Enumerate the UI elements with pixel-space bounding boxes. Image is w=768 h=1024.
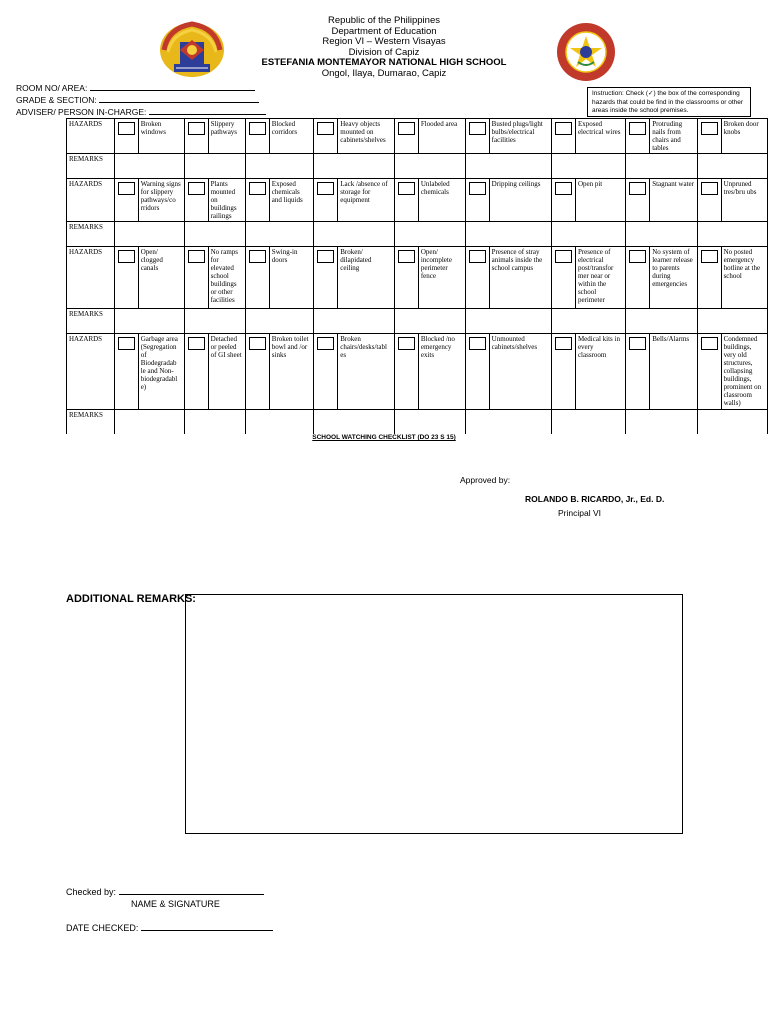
hazard-checkbox[interactable] [118,337,135,350]
hazard-checkbox-cell [551,179,575,222]
adviser-label: ADVISER/ PERSON IN-CHARGE: [16,107,147,117]
hazard-item-label: Protruding nails from chairs and tables [650,119,697,154]
hazard-checkbox[interactable] [317,182,334,195]
hazard-checkbox-cell [184,334,208,410]
remarks-cell[interactable] [245,309,313,334]
remarks-label: REMARKS [67,222,115,247]
approved-by-label: Approved by: [460,475,511,485]
remarks-cell[interactable] [465,309,551,334]
hazard-checkbox-cell [626,179,650,222]
hazard-checkbox-cell [184,179,208,222]
grade-section-label: GRADE & SECTION: [16,95,97,105]
hazard-item-label: Garbage area (Segregation of Biodegradab le and Non-biodegradabl e) [138,334,184,410]
remarks-cell[interactable] [626,309,697,334]
hazard-item-label: Lack /absence of storage for equipment [338,179,395,222]
remarks-cell[interactable] [697,154,767,179]
hazard-item-label: Dripping ceilings [489,179,551,222]
hazard-checkbox[interactable] [555,122,572,135]
hazard-checkbox[interactable] [188,182,205,195]
remarks-cell[interactable] [114,222,184,247]
remarks-cell[interactable] [465,154,551,179]
hazard-checkbox-cell [394,247,418,309]
hazard-item-label: Slippery pathways [208,119,245,154]
hazard-checkbox[interactable] [629,337,646,350]
hazard-checkbox[interactable] [317,337,334,350]
hazard-checkbox[interactable] [701,182,718,195]
hazard-checkbox[interactable] [469,182,486,195]
remarks-row [67,410,768,435]
hazard-checkbox-cell [245,119,269,154]
checklist-caption: SCHOOL WATCHING CHECKLIST (DO 23 S 15) [312,434,456,441]
header-line-2: Department of Education [331,25,437,37]
hazard-item-label: Busted plugs/light bulbs/electrical facilities [489,119,551,154]
hazard-checkbox-cell [394,119,418,154]
hazard-checkbox-cell [314,119,338,154]
hazard-checkbox-cell [245,334,269,410]
hazard-item-label: Plants mounted on buildings railings [208,179,245,222]
hazard-item-label: Detached or peeled of GI sheet [208,334,245,410]
hazard-item-label: Heavy objects mounted on cabinets/shelves [338,119,395,154]
hazard-checkbox-cell [314,179,338,222]
school-address: Ongol, Ilaya, Dumarao, Capiz [321,67,447,79]
remarks-row [67,154,768,179]
hazard-item-label: Presence of electrical post/transfor mer near or within the school perimeter [575,247,625,309]
hazard-item-label: Unlabeled chemicals [418,179,465,222]
hazard-item-label: Flooded area [418,119,465,154]
room-area-label: ROOM NO/ AREA: [16,83,88,93]
hazard-checkbox[interactable] [629,182,646,195]
hazard-item-label: Broken/ dilapidated ceiling [338,247,395,309]
hazards-label: HAZARDS [67,334,115,410]
hazard-checkbox-cell [551,247,575,309]
remarks-cell[interactable] [626,222,697,247]
remarks-cell[interactable] [551,410,625,435]
remarks-row [67,222,768,247]
hazard-item-label: Condemned buildings, very old structures, collapsing buildings, prominent on classroom walls) [721,334,767,410]
hazard-checkbox-cell [465,247,489,309]
remarks-cell[interactable] [465,222,551,247]
hazard-checkbox[interactable] [701,250,718,263]
hazard-checkbox[interactable] [249,337,266,350]
hazard-item-label: No ramps for elevated school buildings or other facilities [208,247,245,309]
date-checked-field[interactable] [66,922,273,933]
checklist-table [66,118,768,434]
remarks-cell[interactable] [626,154,697,179]
remarks-cell[interactable] [551,154,625,179]
hazard-checkbox-cell [626,119,650,154]
hazard-item-label: Unmounted cabinets/shelves [489,334,551,410]
grade-section-line[interactable] [99,94,259,103]
hazard-checkbox-cell [465,179,489,222]
remarks-cell[interactable] [114,154,184,179]
hazard-checkbox[interactable] [701,122,718,135]
remarks-cell[interactable] [245,222,313,247]
remarks-cell[interactable] [697,410,767,435]
hazard-checkbox[interactable] [249,182,266,195]
additional-remarks-label: ADDITIONAL REMARKS: [66,593,196,605]
hazard-checkbox-cell [697,334,721,410]
hazard-checkbox-cell [697,247,721,309]
hazard-checkbox[interactable] [469,122,486,135]
remarks-cell[interactable] [394,309,465,334]
hazard-checkbox[interactable] [398,250,415,263]
hazard-checkbox-cell [314,247,338,309]
hazard-checkbox[interactable] [555,337,572,350]
hazard-item-label: Broken door knobs [721,119,767,154]
hazard-checkbox-cell [114,247,138,309]
header-block [0,16,768,79]
name-signature-label: NAME & SIGNATURE [131,899,220,909]
additional-remarks-box[interactable] [185,594,683,834]
remarks-cell[interactable] [394,222,465,247]
remarks-cell[interactable] [184,154,245,179]
remarks-cell[interactable] [394,154,465,179]
hazard-checkbox[interactable] [249,122,266,135]
hazard-checkbox-cell [626,247,650,309]
hazard-checkbox[interactable] [398,337,415,350]
remarks-label: REMARKS [67,309,115,334]
hazard-item-label: Warning signs for slippery pathways/co rridors [138,179,184,222]
hazard-item-label: Exposed chemicals and liquids [269,179,313,222]
hazard-checkbox-cell [245,179,269,222]
hazard-checkbox-cell [114,179,138,222]
hazard-item-label: Presence of stray animals inside the school campus [489,247,551,309]
hazard-item-label: Exposed electrical wires [575,119,625,154]
hazard-item-label: Open pit [575,179,625,222]
checklist-table-wrap [66,118,768,434]
remarks-cell[interactable] [314,309,395,334]
remarks-cell[interactable] [245,410,313,435]
hazard-row [67,119,768,154]
hazard-item-label: Stagnant water [650,179,697,222]
remarks-cell[interactable] [184,410,245,435]
hazard-item-label: Unpruned tres/bru ubs [721,179,767,222]
hazard-checkbox[interactable] [188,337,205,350]
hazard-checkbox-cell [551,119,575,154]
approver-name: ROLANDO B. RICARDO, Jr., Ed. D. [525,494,665,504]
hazard-checkbox[interactable] [555,250,572,263]
remarks-cell[interactable] [184,222,245,247]
date-checked-label: DATE CHECKED: [66,923,139,933]
hazard-item-label: Blocked /no emergency exits [418,334,465,410]
hazard-checkbox[interactable] [469,250,486,263]
hazard-checkbox-cell [465,119,489,154]
remarks-label: REMARKS [67,154,115,179]
hazard-checkbox-cell [184,119,208,154]
hazards-label: HAZARDS [67,179,115,222]
remarks-cell[interactable] [314,410,395,435]
school-name: ESTEFANIA MONTEMAYOR NATIONAL HIGH SCHOOL [261,57,507,68]
adviser-field[interactable] [16,106,266,117]
header-line-4: Division of Capiz [348,46,420,58]
grade-section-field[interactable] [16,94,259,105]
instruction-box: Instruction: Check (✓) the box of the corresponding hazards that could be find in the classrooms or other areas inside the school premises. [587,87,751,117]
remarks-cell[interactable] [551,222,625,247]
remarks-cell[interactable] [114,309,184,334]
hazard-checkbox[interactable] [188,250,205,263]
remarks-cell[interactable] [697,222,767,247]
hazard-row [67,334,768,410]
remarks-cell[interactable] [697,309,767,334]
remarks-cell[interactable] [184,309,245,334]
hazard-checkbox[interactable] [118,122,135,135]
remarks-cell[interactable] [314,154,395,179]
hazard-row [67,247,768,309]
hazard-checkbox-cell [551,334,575,410]
hazard-checkbox[interactable] [188,122,205,135]
hazard-checkbox[interactable] [317,250,334,263]
hazard-checkbox[interactable] [629,250,646,263]
checked-by-label: Checked by: [66,887,117,897]
hazard-item-label: Broken toilet bowl and /or sinks [269,334,313,410]
hazard-item-label: No posted emergency hotline at the school [721,247,767,309]
hazard-checkbox-cell [184,247,208,309]
hazard-checkbox[interactable] [118,250,135,263]
remarks-cell[interactable] [314,222,395,247]
hazard-checkbox[interactable] [249,250,266,263]
remarks-cell[interactable] [551,309,625,334]
hazard-item-label: Open/ incomplete perimeter fence [418,247,465,309]
header-line-3: Region VI – Western Visayas [322,36,446,47]
hazard-checkbox-cell [697,119,721,154]
remarks-row [67,309,768,334]
hazard-checkbox-cell [465,334,489,410]
hazard-checkbox[interactable] [398,122,415,135]
date-checked-line[interactable] [141,922,273,931]
checked-by-field[interactable] [66,886,264,897]
hazard-checkbox[interactable] [118,182,135,195]
hazard-checkbox[interactable] [555,182,572,195]
adviser-line[interactable] [149,106,266,115]
hazard-item-label: No system of learner release to parents during emergencies [650,247,697,309]
hazard-checkbox-cell [626,334,650,410]
remarks-cell[interactable] [245,154,313,179]
room-area-field[interactable] [16,82,255,93]
remarks-cell[interactable] [465,410,551,435]
approver-position: Principal VI [558,508,601,518]
header-line-1: Republic of the Philippines [328,15,440,26]
hazard-checkbox-cell [245,247,269,309]
hazard-checkbox-cell [697,179,721,222]
hazard-item-label: Medical kits in every classroom [575,334,625,410]
hazard-item-label: Broken chairs/desks/tabl es [338,334,395,410]
hazard-checkbox[interactable] [469,337,486,350]
hazard-item-label: Swing-in doors [269,247,313,309]
hazard-row [67,179,768,222]
hazard-checkbox-cell [114,119,138,154]
hazard-checkbox[interactable] [317,122,334,135]
hazards-label: HAZARDS [67,247,115,309]
hazard-item-label: Open/ clogged canals [138,247,184,309]
hazard-checkbox[interactable] [629,122,646,135]
remarks-cell[interactable] [626,410,697,435]
remarks-cell[interactable] [394,410,465,435]
hazard-checkbox[interactable] [398,182,415,195]
checked-by-line[interactable] [119,886,264,895]
hazard-item-label: Broken windows [138,119,184,154]
hazards-label: HAZARDS [67,119,115,154]
hazard-item-label: Blocked corridors [269,119,313,154]
hazard-checkbox-cell [394,179,418,222]
hazard-checkbox-cell [314,334,338,410]
hazard-checkbox-cell [394,334,418,410]
school-seal-icon [556,22,616,82]
hazard-checkbox[interactable] [701,337,718,350]
hazard-checkbox-cell [114,334,138,410]
remarks-label: REMARKS [67,410,115,435]
remarks-cell[interactable] [114,410,184,435]
hazard-item-label: Bells/Alarms [650,334,697,410]
room-area-line[interactable] [90,82,255,91]
